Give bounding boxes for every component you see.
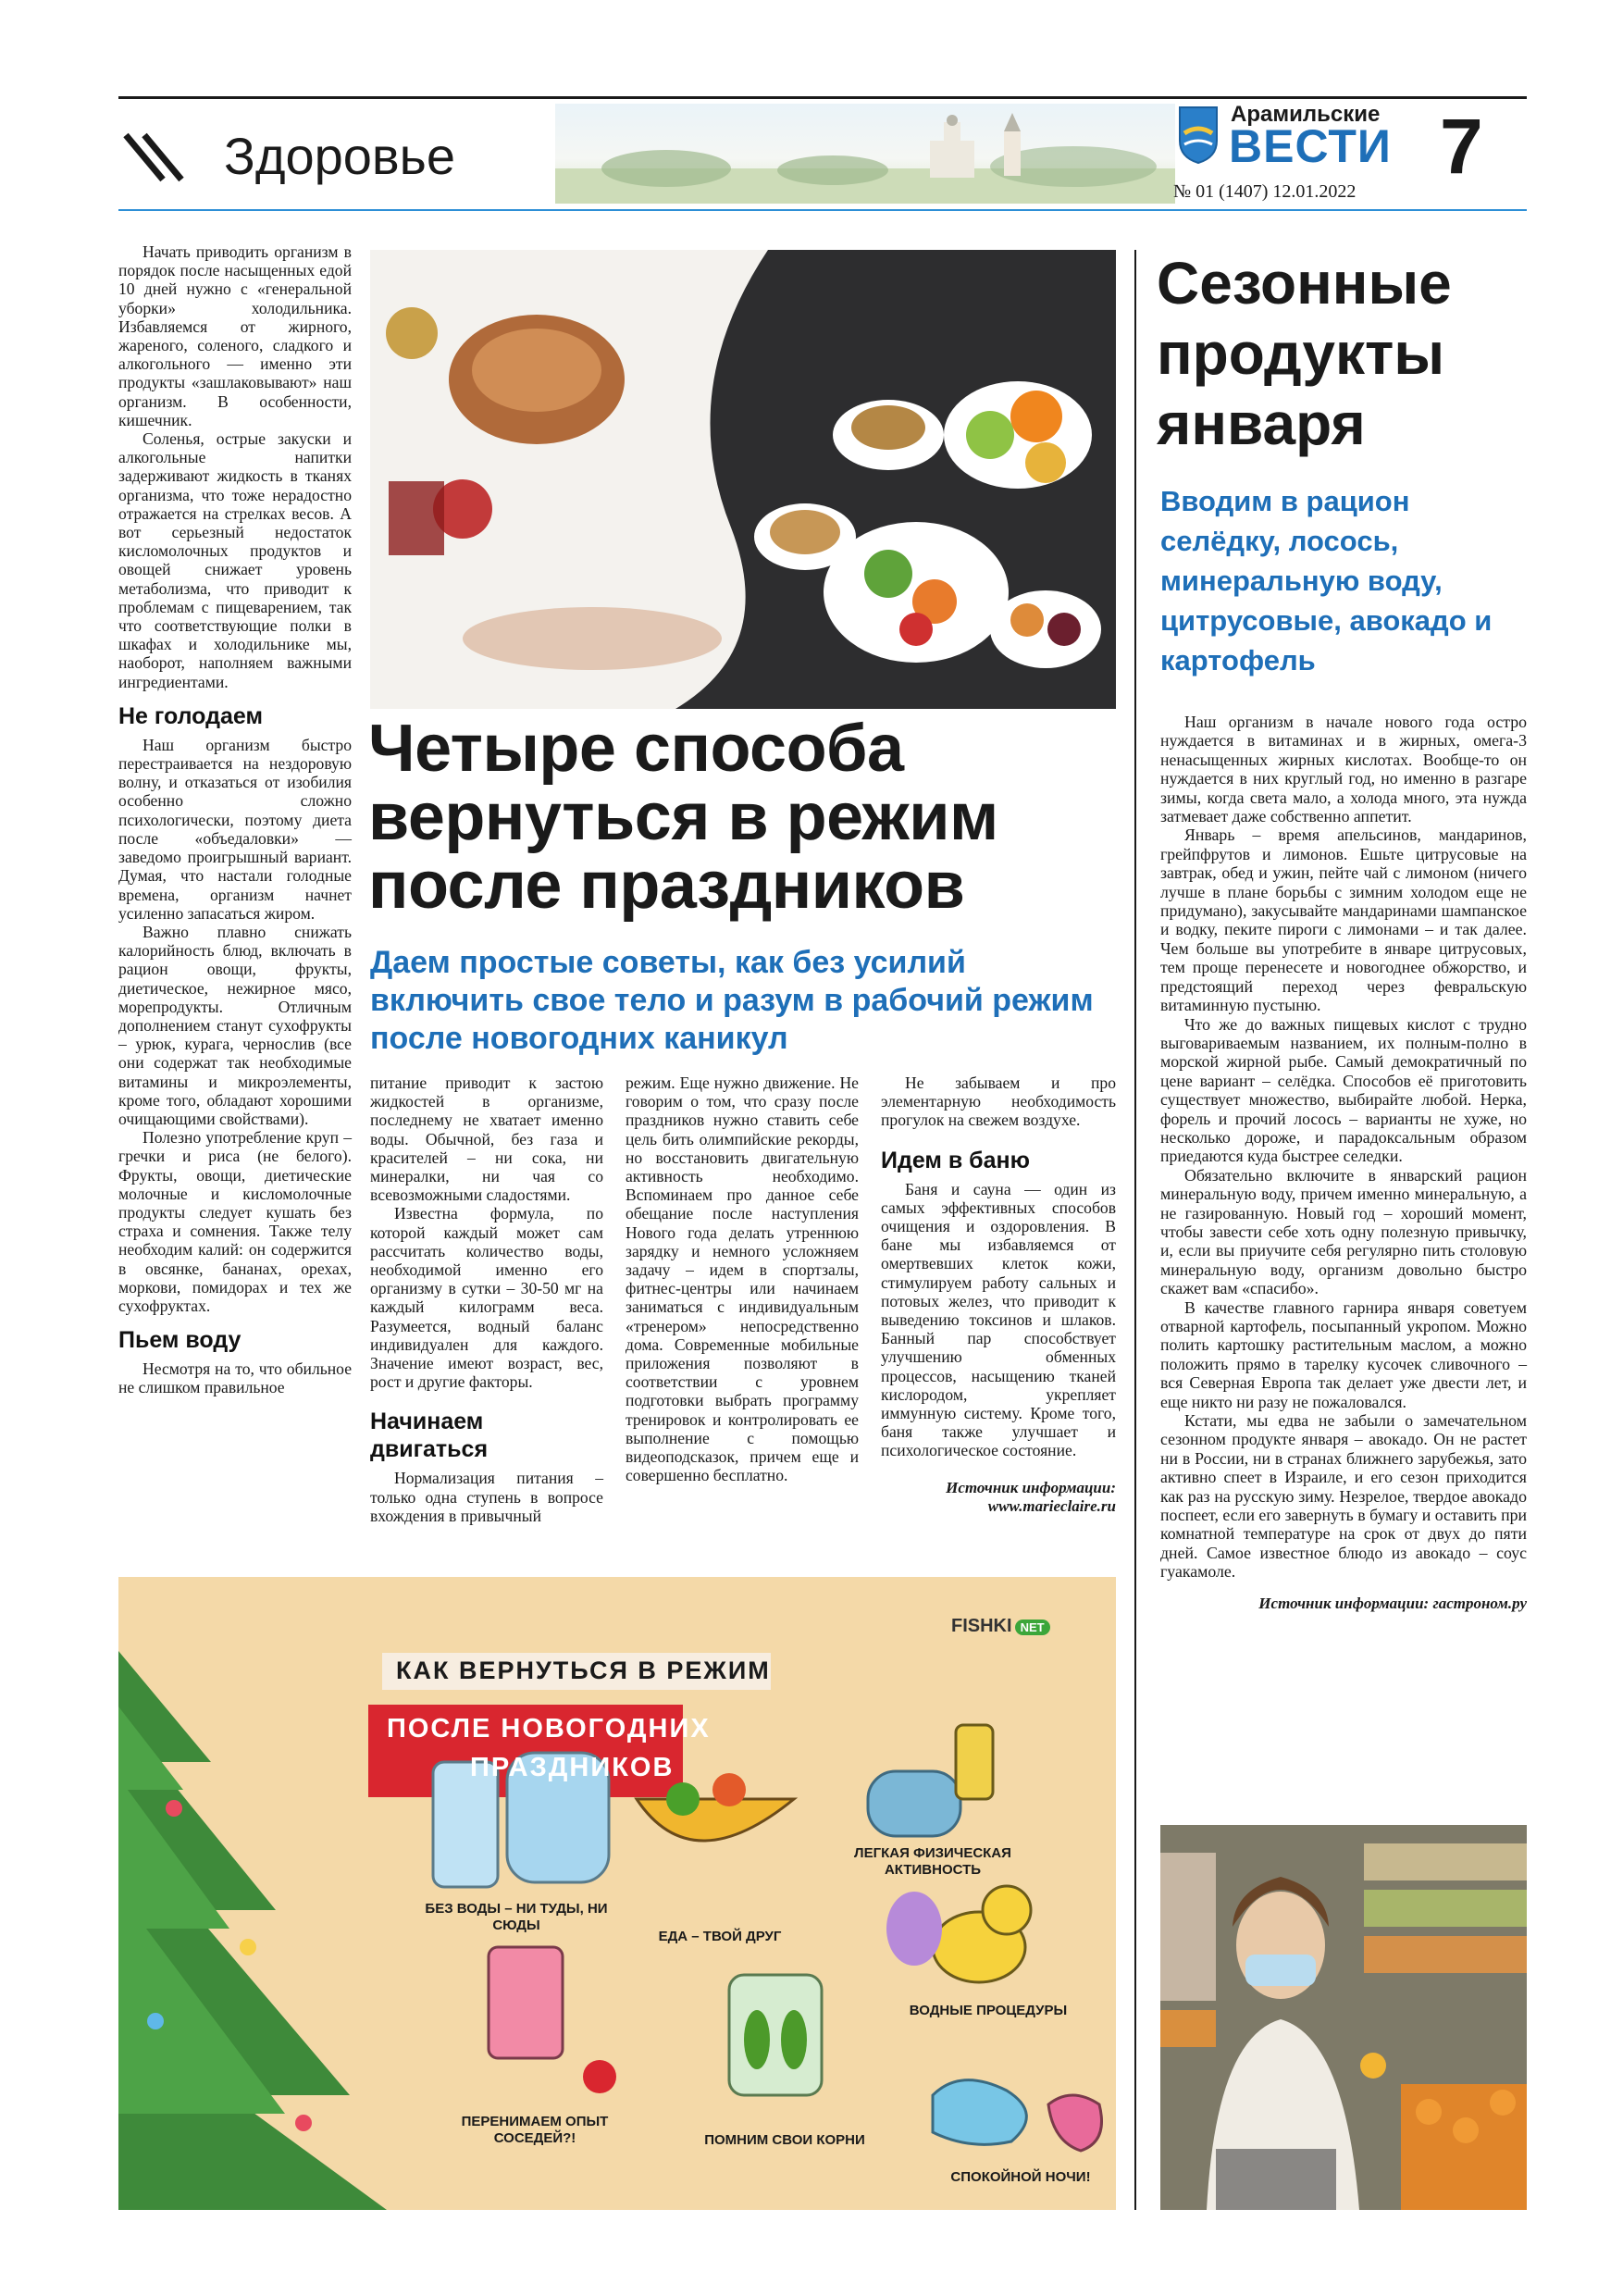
hunger-para-1: Наш организм быстро перестраивается на нездоровую волну, и отказаться от изобилия особенно сложно психологически, поэтому диета после «объедаловки» — заведомо проигрышный вариант. Думая, что настали голодные времена, организм начнет усиленно запасаться жиром. — [118, 735, 352, 923]
main-col-2 — [626, 1074, 859, 1484]
paper-name: ВЕСТИ — [1229, 120, 1392, 172]
fishki-brand — [951, 1616, 1050, 1637]
label-activity: ЛЕГКАЯ ФИЗИЧЕСКАЯ АКТИВНОСТЬ — [854, 1845, 1011, 1878]
main-col2-para-1: режим. Еще нужно движение. Не говорим о том, что сразу после праздников нужно ставить себе цель бить олимпийские рекорды, но восстановить двигательную активность необходимо. Вспоминаем про данное себе обещание после наступления Нового года делать утреннюю зарядку и немного усложняем задачу – идем в спортзалы, фитнес-центры или начинаем заниматься с индивидуальным «тренером» непосредственно дома. Современные мобильные приложения позволяют в соответствии с уровнем подготовки выбрать программу тренировок и контролировать ее выполнение с помощью видеоподсказок, причем еще и совершенно бесплатно. — [626, 1074, 859, 1485]
label-roots: ПОМНИМ СВОИ КОРНИ — [704, 2132, 865, 2148]
source-marieclaire-label: Источник информации: — [946, 1478, 1116, 1496]
source-marieclaire-link[interactable]: www.marieclaire.ru — [987, 1496, 1116, 1515]
left-column — [118, 242, 352, 1397]
main-col1-para-1: питание приводит к застою жидкостей в организме, последнему не хватает именно воды. Обычной, без газа и красителей – ни сока, ни минералки, ни чая со всевозможными сладостями. — [370, 1074, 603, 1205]
hunger-para-2: Важно плавно снижать калорийность блюд, включать в рацион овощи, фрукты, диетическое, нежирное мясо, морепродукты. Отличным дополнением станут сухофрукты – урюк, курага, чернослив (все они содержат так необходимые витамины и микроэлементы, кроме того, обладают хорошими очищающими свойствами). — [118, 922, 352, 1128]
label-bath: ВОДНЫЕ ПРОЦЕДУРЫ — [909, 2003, 1068, 2018]
right-article-subtitle: Вводим в рацион селёдку, лосось, минеральную воду, цитрусовые, авокадо и картофель — [1160, 485, 1493, 676]
right-para-1: Наш организм в начале нового года остро нуждается в витаминах и в жирных, омега-3 ненасыщенных жирных кислотах. Вообще-то он нуждается в них круглый год, но именно в разгаре зимы, когда света мало, а холода много, эта нужда затмевает даже собственно аппетит. — [1160, 713, 1527, 826]
paper-logo-emblem — [1175, 104, 1221, 165]
main-article-title: Четыре способа вернуться в режим после праздников — [368, 712, 998, 923]
water-para: Несмотря на то, что обильное не слишком правильное — [118, 1359, 352, 1397]
subhead-hunger: Не голодаем — [118, 702, 263, 729]
right-article-title: Сезонные продукты января — [1157, 250, 1452, 457]
label-water: БЕЗ ВОДЫ – НИ ТУДЫ, НИ СЮДЫ — [425, 1901, 608, 1933]
right-para-3: Что же до важных пищевых кислот с трудно выговариваемым названием, их полным-полно в морской жирной рыбе. Самый демократичный по цене вариант – селёдка. Способов её приготовить существует множество, выбирайте любой. Нерка, форель и прочий лосось – варианты не хуже, но несколько дороже, и парадоксальным образом приедаются куда быстрее селедки. — [1160, 1014, 1527, 1166]
paper-name-top: Арамильские — [1231, 102, 1381, 127]
right-article-body — [1160, 713, 1527, 1613]
right-para-5: В качестве главного гарнира января советуем отварной картофель, посыпанный укропом. Можно полить картошку растительным маслом, а можно положить прямо в тарелку кусочек сливочного – вся Северная Европа так делает уже двести лет, и еще никто ни разу не пожаловался. — [1160, 1297, 1527, 1411]
subhead-water: Пьем воду — [118, 1327, 242, 1354]
subhead-move: Начинаем двигаться — [370, 1409, 489, 1463]
main-article-subtitle: Даем простые советы, как без усилий включить свое тело и разум в рабочий режим после новогодних каникул — [370, 945, 1094, 1056]
right-para-4: Обязательно включите в январский рацион минеральную воду, причем именно минеральную, а не газированную. Новый год – хороший момент, чтобы завести себе хоть одну полезную привычку, и, если вы приучите себя регулярно пить столовую минеральную воду, организм довольно быстро скажет вам «спасибо». — [1160, 1165, 1527, 1298]
right-para-2: Январь – время апельсинов, мандаринов, грейпфрутов и лимонов. Ешьте цитрусовые на завтрак, обед и ужин, пейте чай с лимоном (ничего лучше в плане борьбы с зимним холодом еще не придумано), закусывайте мандаринами шампанское и водку, пеките пироги с лимонами – и так далее. Чем больше вы употребите в январе цитрусовых, тем проще перенесете и новогоднее обжорство, и предстоящий переход через февральскую витаминную пустыню. — [1160, 825, 1527, 1015]
label-neighbors: ПЕРЕНИМАЕМ ОПЫТ СОСЕДЕЙ?! — [461, 2114, 609, 2146]
issue-info: № 01 (1407) 12.01.2022 — [1173, 181, 1357, 202]
infographic — [118, 1577, 1116, 2210]
main-col-3 — [881, 1074, 1116, 1516]
infographic-title-1: КАК ВЕРНУТЬСЯ В РЕЖИМ — [396, 1657, 771, 1684]
intro-para-1: Начать приводить организм в порядок после насыщенных едой 10 дней нужно с «генеральной уборки» холодильника. Избавляемся от жирного, жареного, соленого, сладкого и алкогольного — именно эти продукты «зашлаковывают» наш организм. В особенности, кишечник. — [118, 242, 352, 429]
fishki-brand-name: FISHKI — [951, 1616, 1012, 1636]
move-para: Нормализация питания – только одна ступень в вопросе вхождения в привычный — [370, 1469, 603, 1525]
header-top-rule — [118, 96, 1527, 99]
main-col-1 — [370, 1074, 603, 1525]
header-bottom-rule — [118, 209, 1527, 211]
right-column-divider — [1134, 250, 1136, 2210]
right-para-6: Кстати, мы едва не забыли о замечательном сезонном продукте января – авокадо. Он не растет ни в России, ни в странах ближнего зарубежья, зато активно спеет в Израиле, и его сезон приходится как раз на русскую зиму. Незрелое, твердое авокадо поспеет, если его завернуть в бумагу и оставить при комнатной температуре на срок от двух до пяти дней. Самое известное блюдо из авокадо – соус гуакамоле. — [1160, 1411, 1527, 1582]
header-village-photo — [555, 104, 1175, 204]
infographic-title-3: ПРАЗДНИКОВ — [470, 1753, 675, 1782]
source-gastronom[interactable]: Источник информации: гастроном.ру — [1258, 1594, 1527, 1612]
subhead-bath: Идем в баню — [881, 1147, 1030, 1173]
fishki-brand-badge: NET — [1015, 1620, 1050, 1635]
bath-para: Баня и сауна — один из самых эффективных способов очищения и оздоровления. В бане мы избавляемся от омертвевших клеток кожи, стимулируем работу сальных и потовых желез, что приводит к выведению токсинов и шлаков. Банный пар способствует улучшению обменных процессов, насыщению тканей кислородом, укрепляет иммунную систему. Кроме того, баня также улучшает и психологическое состояние. — [881, 1179, 1116, 1460]
label-sleep: СПОКОЙНОЙ НОЧИ! — [950, 2169, 1091, 2185]
food-table-photo — [370, 250, 1116, 709]
supermarket-photo — [1160, 1825, 1527, 2210]
section-title: Здоровье — [224, 127, 456, 185]
intro-para-2: Соленья, острые закуски и алкогольные напитки задерживают жидкость в тканях организма, что тоже нерадостно отражается на стрелках весов. А вот серьезный недостаток кисломолочных продуктов и овощей снижает уровень метаболизма, что приводит к проблемам с пищеварением, так что соответствующие полки в шкафах и холодильнике мы, наоборот, наполняем важными ингредиентами. — [118, 429, 352, 691]
main-col3-intro: Не забываем и про элементарную необходимость прогулок на свежем воздухе. — [881, 1074, 1116, 1130]
section-icon — [120, 128, 185, 183]
hunger-para-3: Полезно употребление круп – гречки и риса (не белого). Фрукты, овощи, диетические молочные и кисломолочные продукты следует кушать без страха и сомнения. Также телу необходим калий: он содержится в овсянке, бананах, орехах, моркови, помидорах и тех же сухофруктах. — [118, 1128, 352, 1315]
infographic-title-2: ПОСЛЕ НОВОГОДНИХ — [387, 1714, 711, 1744]
main-col1-para-2: Известна формула, по которой каждый может сам рассчитать количество воды, необходимой именно его организму в сутки – 30-50 мг на каждый килограмм веса. Разумеется, водный баланс индивидуален для каждого. Значение имеют возраст, вес, рост и другие факторы. — [370, 1204, 603, 1392]
page-number: 7 — [1440, 103, 1483, 190]
label-food: ЕДА – ТВОЙ ДРУГ — [658, 1929, 782, 1944]
